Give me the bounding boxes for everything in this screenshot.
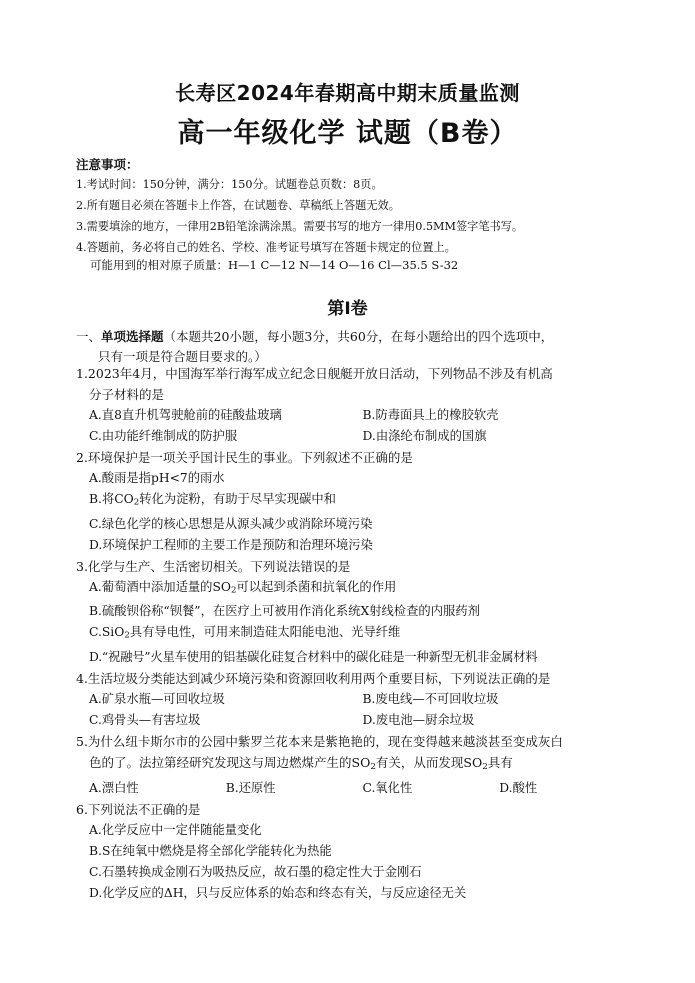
question-stem: 1.2023年4月，中国海军举行海军成立纪念日舰艇开放日活动，下列物品不涉及有机高 bbox=[76, 366, 553, 381]
subscript: 2 bbox=[124, 631, 130, 642]
question-stem: 4.生活垃圾分类能达到减少环境污染和资源回收利用两个重要目标，下列说法正确的是 bbox=[76, 671, 551, 687]
note-item: 1.考试时间：150分钟，满分：150分。试题卷总页数：8页。 bbox=[76, 178, 383, 191]
atomic-masses: 可能用到的相对原子质量：H—1 C—12 N—14 O—16 Cl—35.5 S-32 bbox=[90, 258, 459, 272]
question-4 bbox=[76, 668, 636, 731]
section-type: 单项选择题 bbox=[101, 329, 164, 344]
section-prefix: 一、 bbox=[76, 329, 102, 344]
question-stem-cont: 分子材料的是 bbox=[89, 387, 165, 402]
volume-title: 第Ⅰ卷 bbox=[327, 299, 368, 319]
option-c: C.氧化性 bbox=[362, 780, 413, 795]
option-text: 转化为淀粉，有助于尽早实现碳中和 bbox=[139, 492, 336, 506]
notes-heading: 注意事项： bbox=[76, 157, 139, 172]
question-stem: 3.化学与生产、生活密切相关。下列说法错误的是 bbox=[76, 558, 351, 574]
option-text: 具有导电性，可用来制造硅太阳能电池、光导纤维 bbox=[129, 625, 401, 640]
option-b: B.硫酸钡俗称“钡餐”，在医疗上可被用作消化系统X射线检查的内服药剂 bbox=[89, 604, 480, 619]
option-d: D.化学反应的ΔH，只与反应体系的始态和终态有关，与反应途径无关 bbox=[89, 885, 467, 900]
question-1 bbox=[76, 363, 636, 447]
exam-title: 长寿区2024年春期高中期末质量监测 bbox=[175, 81, 520, 105]
section-heading bbox=[76, 327, 636, 367]
option-b: B.废电线—不可回收垃圾 bbox=[362, 692, 499, 707]
section-desc-cont: 只有一项是符合题目要求的。） bbox=[98, 349, 267, 364]
question-stem: 5.为什么纽卡斯尔市的公园中紫罗兰花本来是紫艳艳的，现在变得越来越淡甚至变成灰白 bbox=[76, 734, 563, 750]
section-desc: （本题共20小题，每小题3分，共60分，在每小题给出的四个选项中， bbox=[163, 329, 554, 344]
subscript: 2 bbox=[482, 761, 488, 772]
stem-text: 色的了。法拉第经研究发现这与周边燃煤产生的SO bbox=[89, 755, 371, 771]
subscript: 2 bbox=[370, 761, 376, 772]
option-d: D.废电池—厨余垃圾 bbox=[362, 713, 475, 728]
notes-list bbox=[76, 174, 636, 258]
question-stem-cont bbox=[76, 752, 636, 778]
option-a bbox=[89, 577, 636, 602]
note-item: 4.答题前，务必将自己的姓名、学校、准考证号填写在答题卡规定的位置上。 bbox=[76, 241, 456, 254]
option-text: C.SiO bbox=[89, 625, 125, 640]
option-c: C.由功能纤维制成的防护服 bbox=[89, 429, 238, 443]
option-c: C.绿色化学的核心思想是从源头减少或消除环境污染 bbox=[89, 516, 373, 531]
option-a: A.漂白性 bbox=[89, 780, 139, 795]
option-text: 可以起到杀菌和抗氧化的作用 bbox=[236, 579, 397, 594]
option-b: B.还原性 bbox=[225, 780, 276, 795]
question-2 bbox=[76, 447, 636, 556]
option-d: D.环境保护工程师的主要工作是预防和治理环境污染 bbox=[89, 537, 373, 552]
option-c bbox=[89, 622, 636, 647]
option-c: C.石墨转换成金刚石为吸热反应，故石墨的稳定性大于金刚石 bbox=[89, 864, 422, 879]
option-text: A.葡萄酒中添加适量的SO bbox=[89, 579, 231, 594]
subscript: 2 bbox=[133, 497, 140, 508]
option-d: D.酸性 bbox=[499, 780, 538, 795]
option-a: A.直8直升机驾驶舱前的硅酸盐玻璃 bbox=[89, 408, 282, 422]
note-item: 3.需要填涂的地方，一律用2B铅笔涂满涂黑。需要书写的地方一律用0.5MM签字笔书写。 bbox=[76, 220, 524, 233]
option-a: A.化学反应中一定伴随能量变化 bbox=[89, 822, 262, 837]
option-d: D.“祝融号”火星车使用的铝基碳化硅复合材料中的碳化硅是一种新型无机非金属材料 bbox=[89, 650, 538, 665]
option-a: A.矿泉水瓶—可回收垃圾 bbox=[89, 692, 225, 707]
stem-text: 有关，从而发现SO bbox=[375, 755, 483, 771]
option-b: B.防毒面具上的橡胶软壳 bbox=[362, 408, 499, 422]
subscript: 2 bbox=[230, 585, 237, 596]
option-a: A.酸雨是指pH<7的雨水 bbox=[89, 471, 225, 485]
question-list bbox=[76, 363, 636, 904]
option-c: C.鸡骨头—有害垃圾 bbox=[89, 713, 201, 728]
question-stem: 6.下列说法不正确的是 bbox=[76, 801, 201, 817]
exam-subtitle: 高一年级化学 试题（B卷） bbox=[177, 118, 518, 149]
question-6 bbox=[76, 799, 636, 904]
option-b: B.S在纯氧中燃烧是将全部化学能转化为热能 bbox=[89, 843, 332, 858]
question-3 bbox=[76, 556, 636, 668]
option-d: D.由涤纶布制成的国旗 bbox=[362, 429, 487, 443]
question-stem: 2.环境保护是一项关乎国计民生的事业。下列叙述不正确的是 bbox=[76, 450, 413, 465]
option-b bbox=[89, 489, 636, 514]
question-5 bbox=[76, 731, 636, 799]
option-text: B.将CO bbox=[89, 492, 134, 506]
stem-text: 具有 bbox=[487, 755, 513, 771]
note-item: 2.所有题目必须在答题卡上作答，在试题卷、草稿纸上答题无效。 bbox=[76, 199, 400, 212]
